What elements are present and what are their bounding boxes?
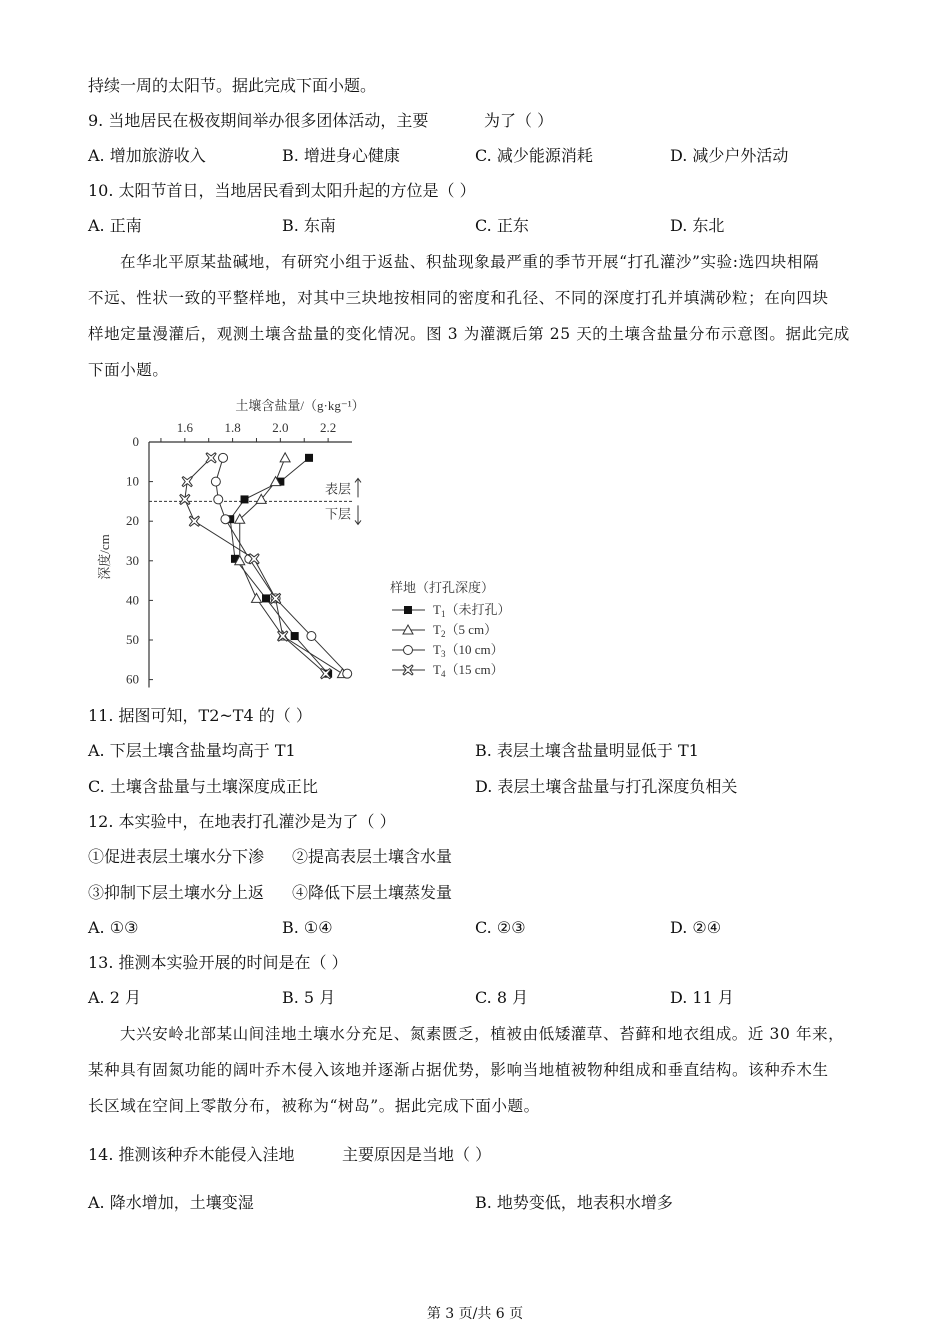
q14-option-b[interactable]: B. 地势变低，地表积水增多 xyxy=(475,1193,673,1212)
x-tick-label: 2.0 xyxy=(272,420,289,435)
q14-option-a[interactable]: A. 降水增加，土壤变湿 xyxy=(88,1193,254,1212)
triangle-marker xyxy=(251,593,261,602)
circle-marker xyxy=(343,669,352,678)
legend-title: 样地（打孔深度） xyxy=(390,580,495,595)
series-line-T4 xyxy=(185,458,326,674)
q9-option-c[interactable]: C. 减少能源消耗 xyxy=(475,146,593,165)
y-tick-label: 10 xyxy=(126,473,139,489)
y-tick-label: 0 xyxy=(132,434,139,449)
question-11-stem: 11. 据图可知，T2~T4 的（ ） xyxy=(88,706,312,725)
square-marker xyxy=(241,495,249,503)
q12-statement: ④降低下层土壤蒸发量 xyxy=(292,883,453,902)
q11-option-a[interactable]: A. 下层土壤含盐量均高于 T1 xyxy=(88,741,296,760)
question-14-stem-end: 主要原因是当地（ ） xyxy=(342,1145,492,1164)
square-marker xyxy=(404,606,412,614)
passage-line: 样地定量漫灌后，观测土壤含盐量的变化情况。图 3 为灌溉后第 25 天的土壤含盐量分布示意图。据此完成 xyxy=(88,325,850,343)
passage-line: 下面小题。 xyxy=(88,361,169,379)
q11-option-d[interactable]: D. 表层土壤含盐量与打孔深度负相关 xyxy=(475,777,738,796)
legend-label-T3: $T_3(10$ cm） xyxy=(433,642,504,659)
q9-option-d[interactable]: D. 减少户外活动 xyxy=(670,146,789,165)
cross-marker xyxy=(189,516,199,526)
q10-option-a[interactable]: A. 正南 xyxy=(88,216,142,235)
q12-statement: ②提高表层土壤含水量 xyxy=(292,847,453,866)
legend-label-T1: $T_1$（未打孔） xyxy=(433,602,511,619)
q11-option-b[interactable]: B. 表层土壤含盐量明显低于 T1 xyxy=(475,741,699,760)
upper-layer-label: 表层 xyxy=(325,481,352,497)
page-number: 第 3 页/共 6 页 xyxy=(426,1306,524,1322)
circle-marker xyxy=(221,515,230,524)
y-tick-label: 20 xyxy=(126,513,139,529)
q10-option-b[interactable]: B. 东南 xyxy=(282,216,336,235)
square-marker xyxy=(305,454,313,462)
passage-line: 大兴安岭北部某山间洼地土壤水分充足、氮素匮乏，植被由低矮灌草、苔藓和地衣组成。近 30 年来， xyxy=(120,1025,845,1043)
circle-marker xyxy=(214,495,223,504)
passage-line: 长区域在空间上零散分布，被称为“树岛”。据此完成下面小题。 xyxy=(88,1097,540,1115)
question-12-stem: 12. 本实验中，在地表打孔灌沙是为了（ ） xyxy=(88,812,396,831)
passage-line: 某种具有固氮功能的阔叶乔木侵入该地并逐渐占据优势，影响当地植被物种组成和垂直结构。该种乔木生 xyxy=(88,1061,829,1079)
q10-option-c[interactable]: C. 正东 xyxy=(475,216,529,235)
passage-tail: 持续一周的太阳节。据此完成下面小题。 xyxy=(88,76,377,95)
q12-option-c[interactable]: C. ②③ xyxy=(475,918,526,937)
question-9-stem-end: 为了（ ） xyxy=(484,111,554,130)
passage-line: 在华北平原某盐碱地，有研究小组于返盐、积盐现象最严重的季节开展“打孔灌沙”实验:选四块相隔 xyxy=(120,253,820,271)
q12-option-d[interactable]: D. ②④ xyxy=(670,918,722,937)
y-tick-label: 60 xyxy=(126,671,139,687)
up-arrow-icon xyxy=(355,478,361,497)
legend-label-T2: $T_2(5$ cm） xyxy=(433,622,498,639)
x-tick-label: 2.2 xyxy=(319,420,337,435)
passage-line: 不远、性状一致的平整样地，对其中三块地按相同的密度和孔径、不同的深度打孔并填满砂粒；在向四块 xyxy=(88,289,829,307)
q10-option-d[interactable]: D. 东北 xyxy=(670,216,725,235)
circle-marker xyxy=(404,646,413,655)
cross-marker xyxy=(206,453,216,463)
square-marker xyxy=(262,594,270,602)
triangle-marker xyxy=(280,453,290,462)
legend-label-T4: $T_4(15$ cm） xyxy=(433,662,504,679)
circle-marker xyxy=(307,632,316,641)
soil-salinity-chart xyxy=(95,392,525,692)
q13-option-c[interactable]: C. 8 月 xyxy=(475,988,529,1007)
y-tick-label: 40 xyxy=(126,592,139,608)
circle-marker xyxy=(211,477,220,486)
x-axis-title: 土壤含盐量/（g·kg⁻¹） xyxy=(235,398,365,413)
x-tick-label: 1.8 xyxy=(224,420,241,435)
x-tick-label: 1.6 xyxy=(176,420,193,435)
circle-marker xyxy=(219,453,228,462)
question-9-stem: 9. 当地居民在极夜期间举办很多团体活动，主要 xyxy=(88,111,429,130)
q9-option-b[interactable]: B. 增进身心健康 xyxy=(282,146,400,165)
q13-option-d[interactable]: D. 11 月 xyxy=(670,988,734,1007)
q12-statement: ③抑制下层土壤水分上返 xyxy=(88,883,265,902)
y-tick-label: 50 xyxy=(126,632,139,647)
lower-layer-label: 下层 xyxy=(325,506,352,522)
question-10-stem: 10. 太阳节首日，当地居民看到太阳升起的方位是（ ） xyxy=(88,181,476,200)
q13-option-a[interactable]: A. 2 月 xyxy=(88,988,141,1007)
q12-statement: ①促进表层土壤水分下渗 xyxy=(88,847,265,866)
q11-option-c[interactable]: C. 土壤含盐量与土壤深度成正比 xyxy=(88,777,318,796)
q13-option-b[interactable]: B. 5 月 xyxy=(282,988,336,1007)
q12-option-a[interactable]: A. ①③ xyxy=(88,918,139,937)
series-T4 xyxy=(180,453,331,679)
y-axis-title: 深度/cm xyxy=(97,534,112,580)
question-13-stem: 13. 推测本实验开展的时间是在（ ） xyxy=(88,953,348,972)
down-arrow-icon xyxy=(355,505,361,524)
question-14-stem: 14. 推测该种乔木能侵入洼地 xyxy=(88,1145,295,1164)
q12-option-b[interactable]: B. ①④ xyxy=(282,918,333,937)
square-marker xyxy=(291,632,299,640)
q9-option-a[interactable]: A. 增加旅游收入 xyxy=(88,146,206,165)
y-tick-label: 30 xyxy=(126,552,139,568)
